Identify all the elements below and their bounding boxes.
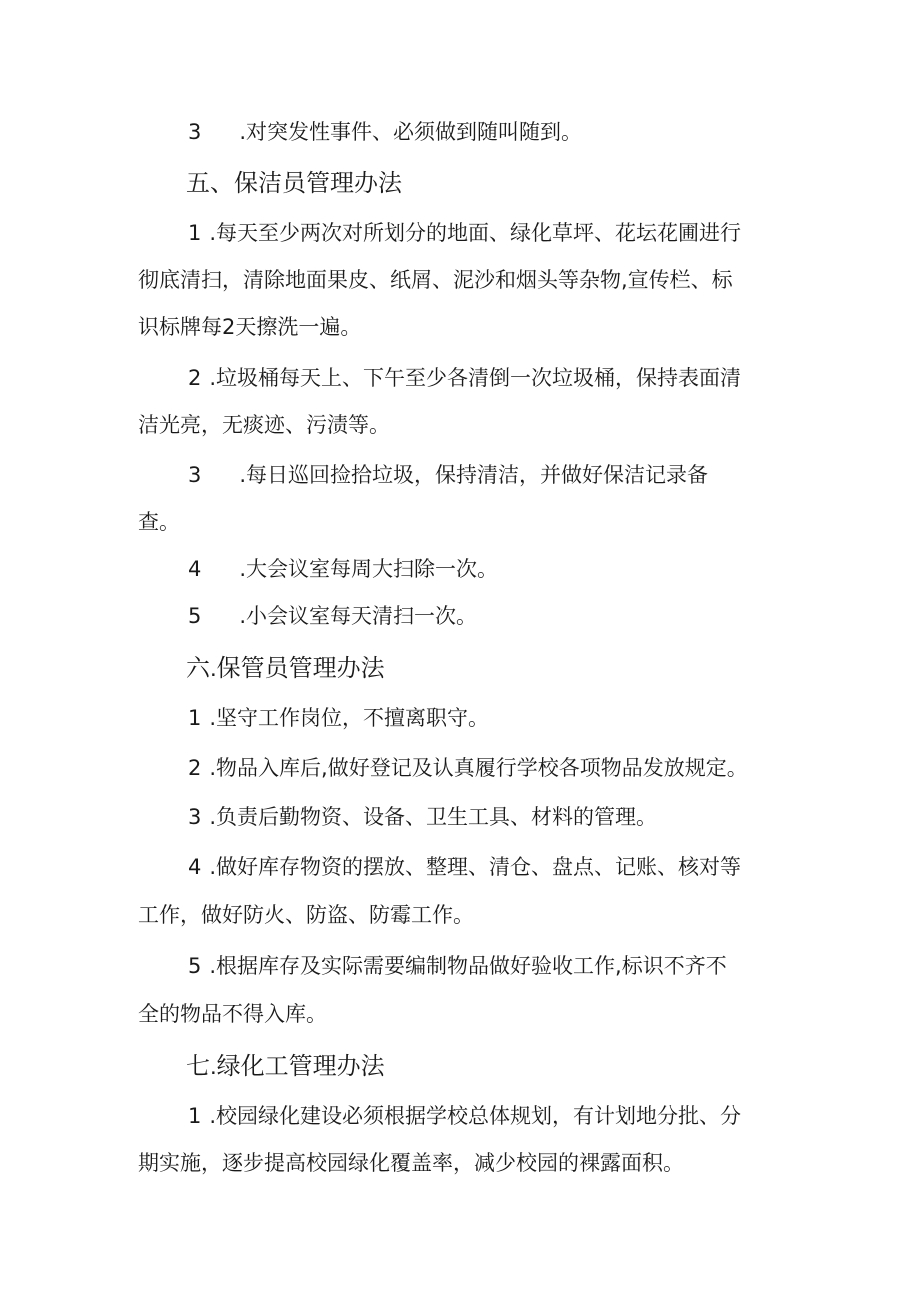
item-number: 3: [188, 463, 202, 487]
item-line: [188, 363, 741, 393]
item-line: [188, 951, 727, 981]
item-text: .做好库存物资的摆放、整理、清仓、盘点、记账、核对等: [209, 855, 742, 879]
item-text: .对突发性事件、必须做到随叫随到。: [239, 120, 583, 144]
item-number: 4: [188, 557, 202, 581]
item-line: [188, 554, 498, 584]
continuation-line: 工作，做好防火、防盗、防霉工作。: [138, 903, 474, 927]
item-text: .坚守工作岗位，不擅离职守。: [209, 706, 490, 730]
item-number: 1: [188, 221, 202, 245]
section-heading: 七.绿化工管理办法: [186, 1053, 385, 1080]
item-text: .负责后勤物资、设备、卫生工具、材料的管理。: [209, 805, 658, 829]
item-text: .物品入库后,做好登记及认真履行学校各项物品发放规定。: [209, 756, 748, 780]
section-heading: 五、保洁员管理办法: [186, 170, 402, 197]
item-line: [188, 1101, 741, 1131]
item-number: 5: [188, 604, 202, 628]
continuation-line: 全的物品不得入库。: [138, 1002, 327, 1026]
item-number: 1: [188, 1104, 202, 1128]
continuation-line: 洁光亮，无痰迹、污渍等。: [138, 413, 390, 437]
item-text: .根据库存及实际需要编制物品做好验收工作,标识不齐不: [209, 954, 727, 978]
item-line: [188, 802, 657, 832]
item-line: [188, 703, 489, 733]
item-line: [188, 460, 708, 490]
item-text: .大会议室每周大扫除一次。: [239, 557, 499, 581]
item-number: 2: [188, 756, 202, 780]
continuation-line: 彻底清扫，清除地面果皮、纸屑、泥沙和烟头等杂物,宣传栏、标: [138, 268, 733, 292]
continuation-line: 查。: [138, 510, 180, 534]
item-line: [188, 218, 741, 248]
item-line: [188, 852, 741, 882]
continuation-line: 期实施，逐步提高校园绿化覆盖率，减少校园的裸露面积。: [138, 1151, 684, 1175]
item-number: 1: [188, 706, 202, 730]
item-number: 5: [188, 954, 202, 978]
item-number: 3: [188, 805, 202, 829]
item-number: 4: [188, 855, 202, 879]
item-number: 2: [188, 366, 202, 390]
item-text: .小会议室每天清扫一次。: [239, 604, 478, 628]
item-text: .垃圾桶每天上、下午至少各清倒一次垃圾桶，保持表面清: [209, 366, 742, 390]
item-text: .每日巡回捡拾垃圾，保持清洁，并做好保洁记录备: [239, 463, 709, 487]
item-text: .校园绿化建设必须根据学校总体规划，有计划地分批、分: [209, 1104, 742, 1128]
item-number: 3: [188, 120, 202, 144]
continuation-line: 识标牌每2天擦洗一遍。: [138, 315, 362, 339]
item-line: [188, 117, 582, 147]
item-line: [188, 601, 477, 631]
section-heading: 六.保管员管理办法: [186, 655, 385, 682]
item-line: [188, 753, 748, 783]
item-text: .每天至少两次对所划分的地面、绿化草坪、花坛花圃进行: [209, 221, 742, 245]
